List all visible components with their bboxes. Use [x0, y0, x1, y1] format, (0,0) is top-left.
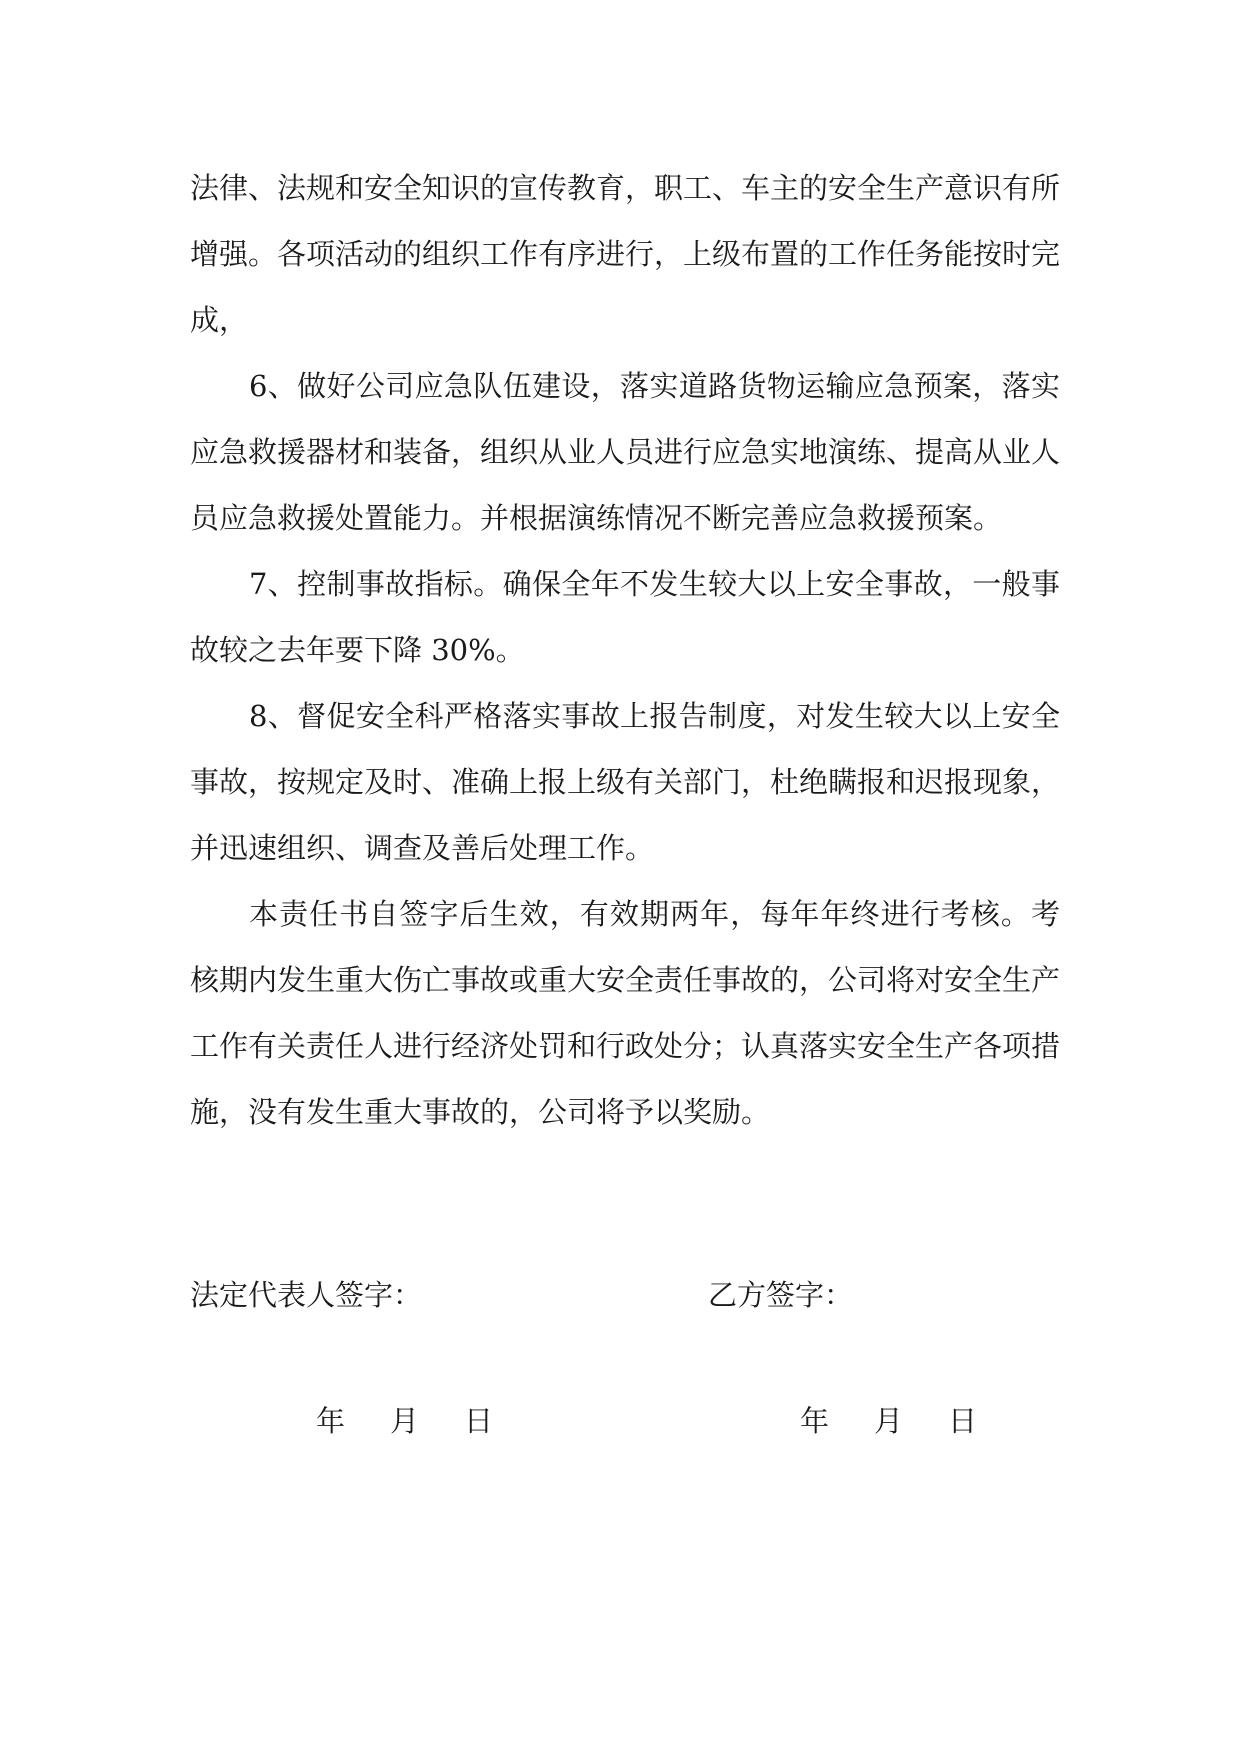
right-date-month: 月	[874, 1404, 904, 1438]
right-date-year: 年	[800, 1404, 830, 1438]
paragraph-item-6: 6、做好公司应急队伍建设，落实道路货物运输应急预案，落实应急救援器材和装备，组织从业人员进行应急实地演练、提高从业人员应急救援处置能力。并根据演练情况不断完善应急救援预案。	[190, 369, 1061, 535]
right-date-day: 日	[948, 1404, 978, 1438]
paragraph-effective-terms: 本责任书自签字后生效，有效期两年，每年年终进行考核。考核期内发生重大伤亡事故或重大安全责任事故的，公司将对安全生产工作有关责任人进行经济处罚和行政处分；认真落实安全生产各项措施，没有发生重大事故的，公司将予以奖励。	[190, 897, 1061, 1129]
left-date-day: 日	[464, 1404, 494, 1438]
paragraph-item-7: 7、控制事故指标。确保全年不发生较大以上安全事故，一般事故较之去年要下降 30%。	[190, 567, 1060, 667]
right-date-line	[800, 1388, 977, 1454]
left-date-line	[316, 1388, 493, 1454]
party-b-signature-label: 乙方签字：	[708, 1278, 854, 1312]
paragraph-continuation: 法律、法规和安全知识的宣传教育，职工、车主的安全生产意识有所增强。各项活动的组织工作有序进行，上级布置的工作任务能按时完成，	[190, 171, 1061, 337]
left-date-year: 年	[316, 1404, 346, 1438]
left-date-month: 月	[390, 1404, 420, 1438]
paragraph-item-8: 8、督促安全科严格落实事故上报告制度，对发生较大以上安全事故，按规定及时、准确上报上级有关部门，杜绝瞒报和迟报现象，并迅速组织、调查及善后处理工作。	[190, 699, 1061, 865]
document-body	[190, 155, 1060, 1145]
legal-representative-signature-label: 法定代表人签字：	[190, 1278, 423, 1312]
